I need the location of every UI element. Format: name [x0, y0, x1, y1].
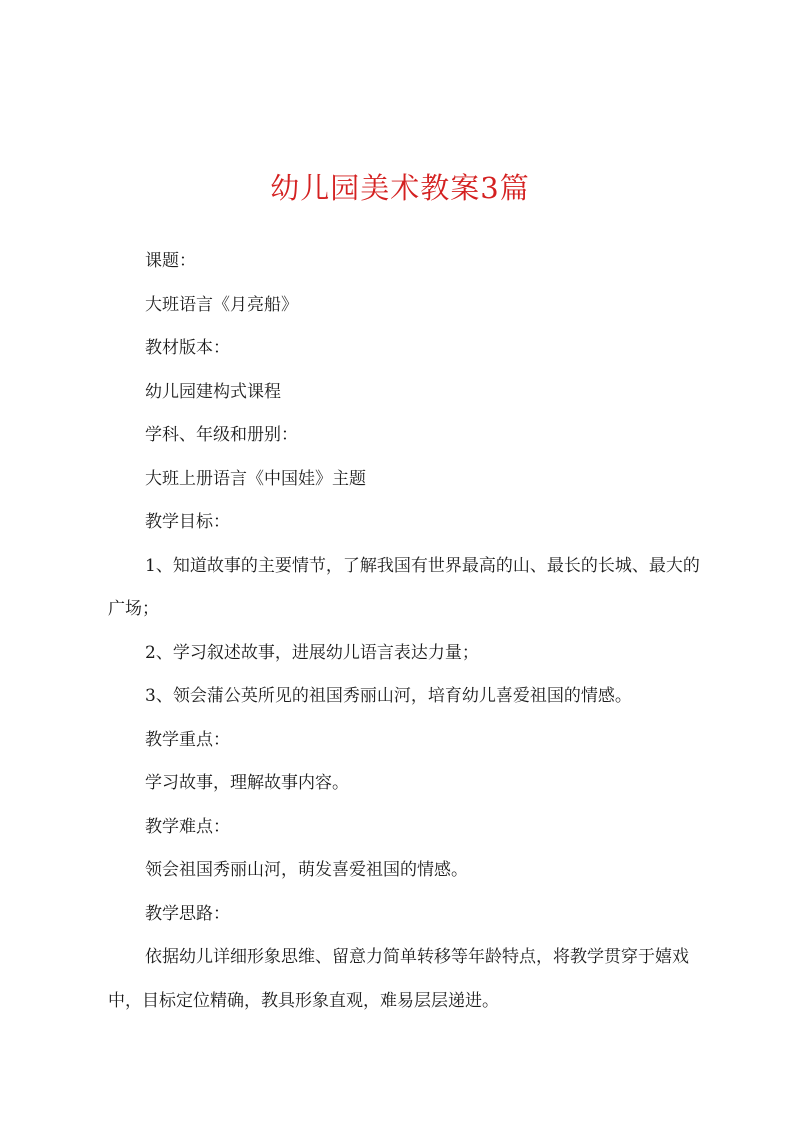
paragraph-textbook: 幼儿园建构式课程 [145, 381, 281, 402]
paragraph-key-points-label: 教学重点： [145, 729, 230, 750]
paragraph-subject: 大班上册语言《中国娃》主题 [145, 468, 366, 489]
paragraph-subject-label: 学科、年级和册别： [145, 425, 298, 445]
paragraph-topic-label: 课题： [145, 251, 196, 271]
paragraph-goals-label: 教学目标： [145, 512, 230, 532]
document-title: 幼儿园美术教案3篇 [270, 171, 530, 205]
paragraph-textbook-label: 教材版本： [145, 338, 230, 358]
paragraph-goal-3: 3、领会蒲公英所见的祖国秀丽山河，培育幼儿喜爱祖国的情感。 [145, 686, 632, 706]
paragraph-topic: 大班语言《月亮船》 [145, 294, 298, 315]
paragraph-difficulty-label: 教学难点： [145, 816, 230, 837]
paragraph-difficulty: 领会祖国秀丽山河，萌发喜爱祖国的情感。 [145, 860, 468, 880]
paragraph-goal-2: 2、学习叙述故事，进展幼儿语言表达力量； [145, 642, 479, 663]
paragraph-approach-label: 教学思路： [145, 903, 230, 924]
paragraph-approach: 依据幼儿详细形象思维、留意力简单转移等年龄特点，将教学贯穿于嬉戏中，目标定位精确，教具形象直观，难易层层递进。 [108, 947, 689, 1011]
paragraph-key-points: 学习故事，理解故事内容。 [145, 773, 349, 793]
paragraph-goal-1: 1、知道故事的主要情节，了解我国有世界最高的山、最长的长城、最大的广场； [108, 555, 700, 619]
document-body [108, 240, 708, 1023]
